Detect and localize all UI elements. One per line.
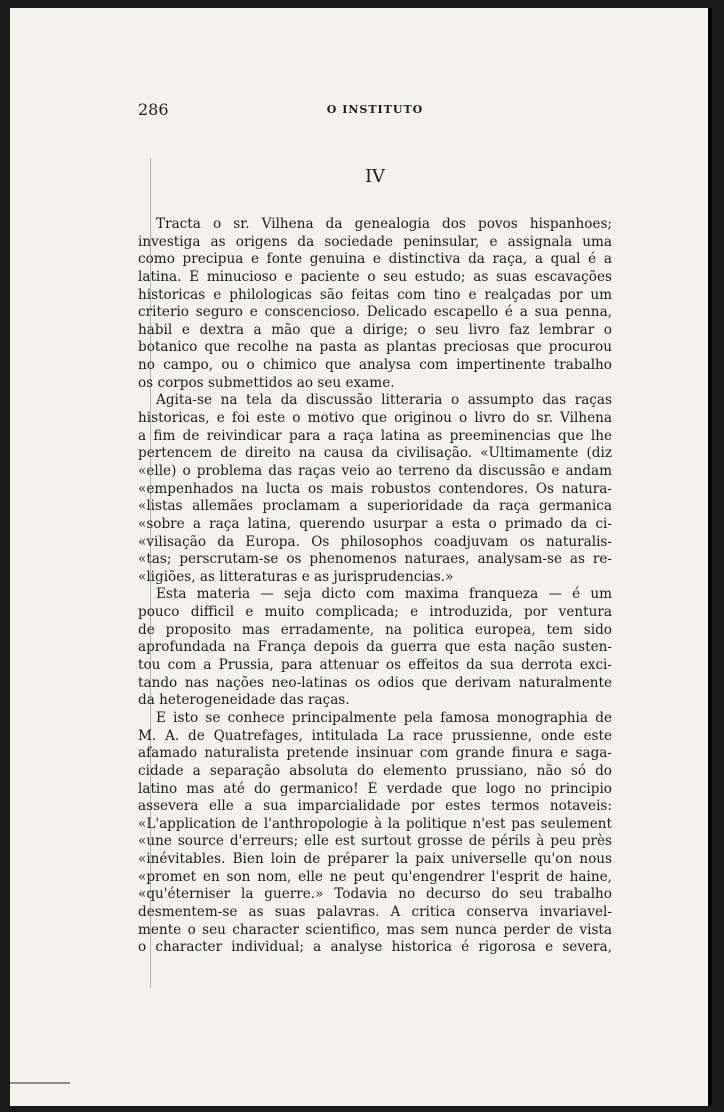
text-line: pouco difficil e muito complicada; e introduzida, por ventura — [138, 604, 612, 621]
text-line: «elle) o problema das raças veio ao terreno da discussão e andam — [138, 462, 612, 479]
text-line: «inévitables. Bien loin de préparer la paix universelle qu'on nous — [138, 851, 612, 868]
text-line: historicas, e foi este o motivo que originou o livro do sr. Vilhena — [138, 410, 612, 427]
text-line: historicas e philologicas são feitas com tino e realçadas por um — [138, 286, 612, 303]
text-line: da heterogeneidade das raças. — [138, 692, 350, 709]
text-line: E isto se conhece principalmente pela famosa monographia de — [156, 709, 612, 726]
text-line: habil e dextra a mão que a dirige; o seu livro faz lembrar o — [138, 321, 612, 338]
body-text — [138, 216, 612, 957]
footer-rule — [10, 1082, 70, 1084]
page-number: 286 — [138, 100, 169, 119]
text-line: «tas; perscrutam-se os phenomenos naturaes, analysam-se as re- — [138, 551, 612, 568]
text-line: desmentem-se as suas palavras. A critica conserva invariavel- — [138, 903, 612, 920]
text-line: o character individual; a analyse historica é rigorosa e severa, — [138, 939, 612, 956]
text-line: «vilisação da Europa. Os philosophos coadjuvam os naturalis- — [138, 533, 612, 550]
text-line: de proposito mas erradamente, na politica europea, tem sido — [138, 621, 612, 638]
text-line: tou com a Prussia, para attenuar os effeitos da sua derrota exci- — [138, 657, 612, 674]
text-line: «une source d'erreurs; elle est surtout grosse de périls à peu près — [138, 833, 612, 850]
text-line: pertencem de direito na causa da civilisação. «Ultimamente (diz — [138, 445, 612, 462]
text-line: Tracta o sr. Vilhena da genealogia dos povos hispanhoes; — [156, 216, 612, 232]
text-line: tando nas nações neo-latinas os odios que derivam naturalmente — [138, 674, 612, 691]
running-title: O INSTITUTO — [326, 103, 424, 116]
text-line: «qu'éterniser la guerre.» Todavia no decurso do seu trabalho — [138, 886, 612, 903]
text-line: como precipua e fonte genuina e distinctiva da raça, a qual é a — [138, 251, 612, 268]
text-line: «L'application de l'anthropologie à la politique n'est pas seulement — [138, 815, 612, 832]
text-line: os corpos submettidos ao seu exame. — [138, 374, 395, 391]
text-line: latino mas até do germanico! É verdade que logo no principio — [138, 780, 612, 797]
book-page — [10, 8, 712, 1106]
text-line: latina. É minucioso e paciente o seu estudo; as suas escavações — [138, 268, 612, 285]
text-line: mente o seu character scientifico, mas sem nunca perder de vista — [138, 921, 612, 938]
text-line: M. A. de Quatrefages, intitulada La race prussienne, onde este — [138, 727, 612, 744]
text-line: «empenhados na lucta os mais robustos contendores. Os natura- — [138, 480, 612, 497]
text-line: Agita-se na tela da discussão litteraria o assumpto das raças — [156, 392, 612, 409]
text-line: investiga as origens da sociedade peninsular, e assignala uma — [138, 233, 612, 250]
text-line: criterio seguro e conscencioso. Delicado escapello é a sua penna, — [138, 304, 612, 321]
text-line: assevera elle a sua imparcialidade por estes termos notaveis: — [138, 798, 612, 815]
section-heading: IV — [364, 166, 386, 187]
text-line: a fim de reivindicar para a raça latina as preeminencias que lhe — [138, 427, 612, 444]
text-line: botanico que recolhe na pasta as plantas preciosas que procurou — [138, 339, 612, 356]
text-line: «ligiões, as litteraturas e as jurisprudencias.» — [138, 568, 454, 585]
text-line: «sobre a raça latina, querendo usurpar a esta o primado da ci- — [138, 515, 612, 532]
text-line: aprofundada na França depois da guerra que esta nação susten- — [138, 639, 612, 656]
text-line: cidade a separação absoluta do elemento prussiano, não só do — [138, 762, 612, 779]
text-line: «listas allemães proclamam a superioridade da raça germanica — [138, 498, 612, 515]
text-line: no campo, ou o chimico que analysa com impertinente trabalho — [138, 357, 612, 374]
text-line: «promet en son nom, elle ne peut qu'engendrer l'esprit de haine, — [138, 868, 612, 885]
text-line: Esta materia — seja dicto com maxima franqueza — é um — [156, 586, 612, 603]
text-line: afamado naturalista pretende insinuar com grande finura e saga- — [138, 745, 612, 762]
